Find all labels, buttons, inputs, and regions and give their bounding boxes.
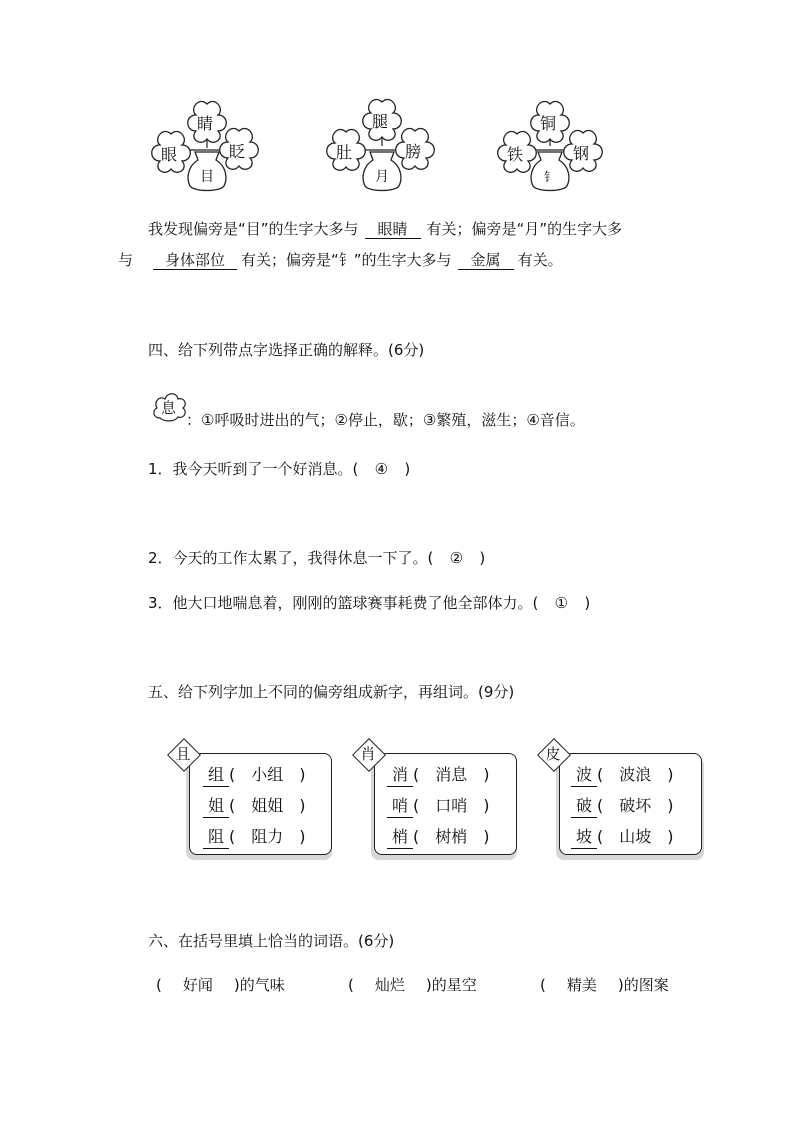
discover-line-1: 我发现偏旁是“目”的生字大多与 眼睛 有关；偏旁是“月”的生字大多 <box>148 220 623 238</box>
flower-3-vase: 钅 <box>544 170 557 184</box>
flower-3-top: 铜 <box>540 114 557 133</box>
flower-2-left: 肚 <box>336 143 353 162</box>
fill-item-3: ( 精美 )的图案 <box>540 976 669 994</box>
flower-diagrams <box>0 0 794 200</box>
base-char-3: 皮 <box>545 745 561 763</box>
answer-2: ② <box>449 549 464 567</box>
group3-row1: 波 ( 波浪 ) <box>571 764 674 787</box>
group1-row3: 阻 ( 阻力 ) <box>203 826 306 849</box>
question-2: 2．今天的工作太累了，我得休息一下了。( ② ) <box>148 549 486 567</box>
base-char-2: 肖 <box>360 745 376 763</box>
flower-1-top: 睛 <box>197 114 214 133</box>
flower-3-right: 钢 <box>573 144 590 163</box>
section6-title: 六、在括号里填上恰当的词语。(6分) <box>148 932 395 950</box>
group1-row2: 姐 ( 姐姐 ) <box>203 795 306 818</box>
group2-row1: 消 ( 消息 ) <box>387 764 490 787</box>
fill-item-2: ( 灿烂 )的星空 <box>348 976 477 994</box>
discover-line-2: 与 身体部位 有关；偏旁是“钅”的生字大多与 金属 有关。 <box>118 251 563 269</box>
flower-2-vase: 月 <box>375 169 389 185</box>
group1-row1: 组 ( 小组 ) <box>203 764 306 787</box>
cloud-char: 息 <box>161 399 177 417</box>
group2-row3: 梢 ( 树梢 ) <box>387 826 490 849</box>
answer-1: ④ <box>374 460 389 478</box>
section5-title: 五、给下列字加上不同的偏旁组成新字，再组词。(9分) <box>148 683 515 701</box>
group3-row3: 坡 ( 山坡 ) <box>571 826 674 849</box>
section4-title: 四、给下列带点字选择正确的解释。(6分) <box>148 341 425 359</box>
question-1: 1．我今天听到了一个好消息。( ④ ) <box>148 460 411 478</box>
base-char-1: 且 <box>175 745 191 763</box>
flower-1-vase: 目 <box>200 169 214 185</box>
flower-3-left: 铁 <box>507 145 524 164</box>
flower-1-right: 眨 <box>229 142 246 161</box>
group2-row2: 哨 ( 口哨 ) <box>387 795 490 818</box>
answer-blank: 金属 <box>458 251 514 270</box>
group3-row2: 破 ( 破坏 ) <box>571 795 674 818</box>
flower-1-left: 眼 <box>161 145 178 164</box>
flower-2-right: 膀 <box>405 142 422 161</box>
definition: ：①呼吸时进出的气；②停止，歇；③繁殖，滋生；④音信。 <box>186 411 585 429</box>
fill-item-1: ( 好闻 )的气味 <box>156 976 285 994</box>
answer-blank: 身体部位 <box>153 251 237 270</box>
question-3: 3．他大口地喘息着，刚刚的篮球赛事耗费了他全部体力。( ① ) <box>148 594 591 612</box>
answer-blank: 眼睛 <box>365 220 421 239</box>
answer-3: ① <box>554 594 569 612</box>
flower-2-top: 腿 <box>372 112 389 131</box>
